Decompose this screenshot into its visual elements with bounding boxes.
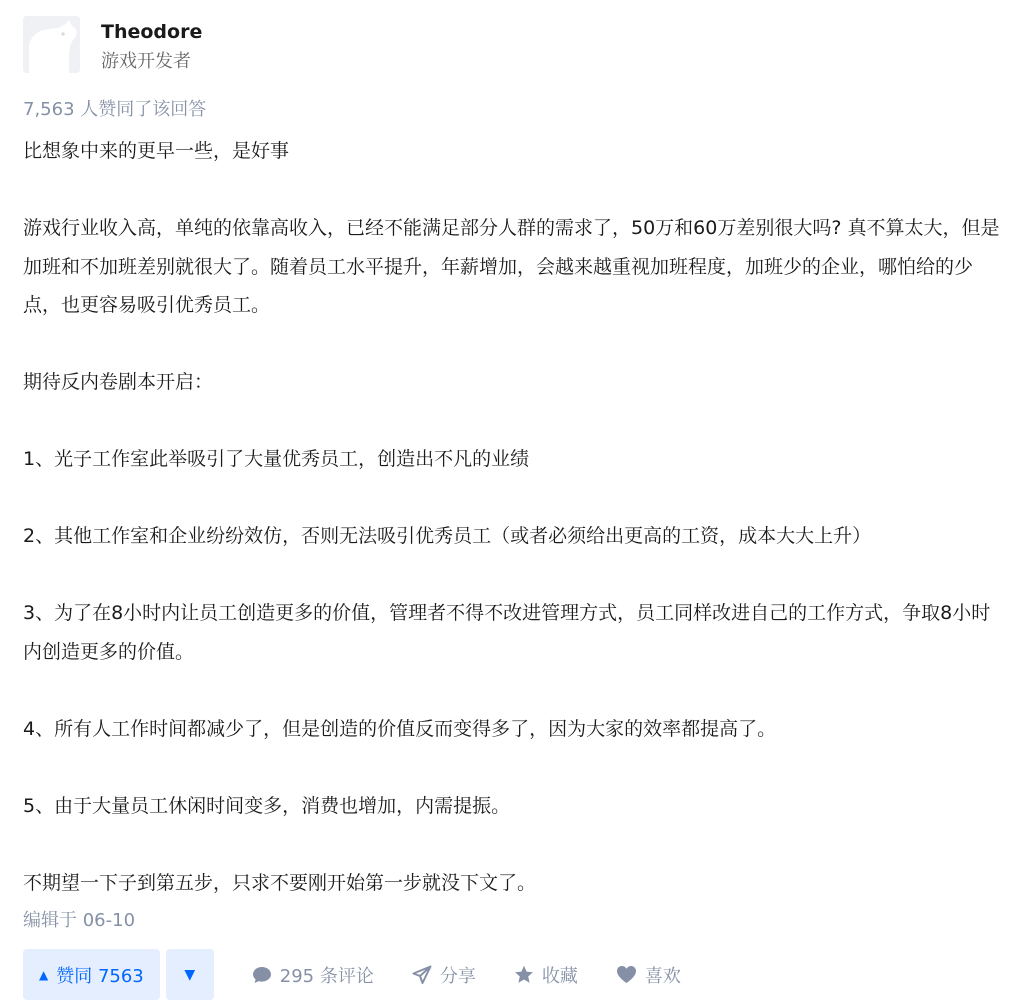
like-button[interactable] bbox=[616, 962, 681, 988]
star-icon bbox=[514, 965, 534, 984]
answer-card bbox=[23, 16, 1003, 1000]
avatar[interactable] bbox=[23, 16, 80, 73]
comment-bubble-icon bbox=[252, 966, 272, 984]
answer-content bbox=[23, 132, 1003, 902]
paragraph: 期待反内卷剧本开启： bbox=[23, 371, 214, 393]
comment-label: 295 条评论 bbox=[279, 965, 374, 987]
author-name[interactable]: Theodore bbox=[101, 21, 203, 43]
vote-summary[interactable]: 7,563 人赞同了该回答 bbox=[23, 99, 207, 120]
paragraph: 不期望一下子到第五步，只求不要刚开始第一步就没下文了。 bbox=[23, 871, 537, 894]
collect-button[interactable] bbox=[514, 962, 578, 988]
paragraph: 比想象中来的更早一些，是好事 bbox=[23, 140, 290, 162]
author-info bbox=[23, 16, 1003, 82]
paragraph: 5、由于大量员工休闲时间变多，消费也增加，内需提振。 bbox=[23, 794, 511, 817]
paragraph: 2、其他工作室和企业纷纷效仿，否则无法吸引优秀员工（或者必须给出更高的工资，成本大大上升） bbox=[23, 525, 872, 547]
edit-timestamp[interactable]: 编辑于 06-10 bbox=[23, 910, 136, 931]
share-button[interactable] bbox=[412, 962, 476, 988]
share-label: 分享 bbox=[439, 965, 476, 987]
paragraph: 3、为了在8小时内让员工创造更多的价值，管理者不得不改进管理方式，员工同样改进自己的工作方式，争取8小时内创造更多的价值。 bbox=[23, 602, 991, 663]
like-label: 喜欢 bbox=[644, 965, 681, 987]
heart-icon bbox=[616, 965, 637, 984]
vote-up-button[interactable] bbox=[23, 949, 160, 1000]
avatar-placeholder-icon bbox=[23, 16, 80, 73]
comment-button[interactable] bbox=[252, 962, 374, 988]
author-headline: 游戏开发者 bbox=[101, 51, 191, 72]
paragraph: 1、光子工作室此举吸引了大量优秀员工，创造出不凡的业绩 bbox=[23, 448, 530, 470]
triangle-down-icon: ▼ bbox=[184, 966, 196, 983]
vote-up-label: 赞同 7563 bbox=[56, 965, 144, 987]
paper-plane-icon bbox=[412, 965, 432, 985]
vote-down-button[interactable] bbox=[166, 949, 214, 1000]
author-text bbox=[101, 16, 202, 76]
triangle-up-icon: ▲ bbox=[39, 967, 49, 982]
paragraph: 4、所有人工作时间都减少了，但是创造的价值反而变得多了，因为大家的效率都提高了。 bbox=[23, 717, 777, 740]
paragraph: 游戏行业收入高，单纯的依靠高收入，已经不能满足部分人群的需求了，50万和60万差别很大吗? 真不算太大，但是加班和不加班差别就很大了。随着员工水平提升，年薪增加，会越来越重视加班程度，加班少的企业，哪怕给的少点，也更容易吸引优秀员工。 bbox=[23, 217, 1000, 316]
collect-label: 收藏 bbox=[541, 965, 578, 987]
action-bar bbox=[23, 949, 1003, 1000]
